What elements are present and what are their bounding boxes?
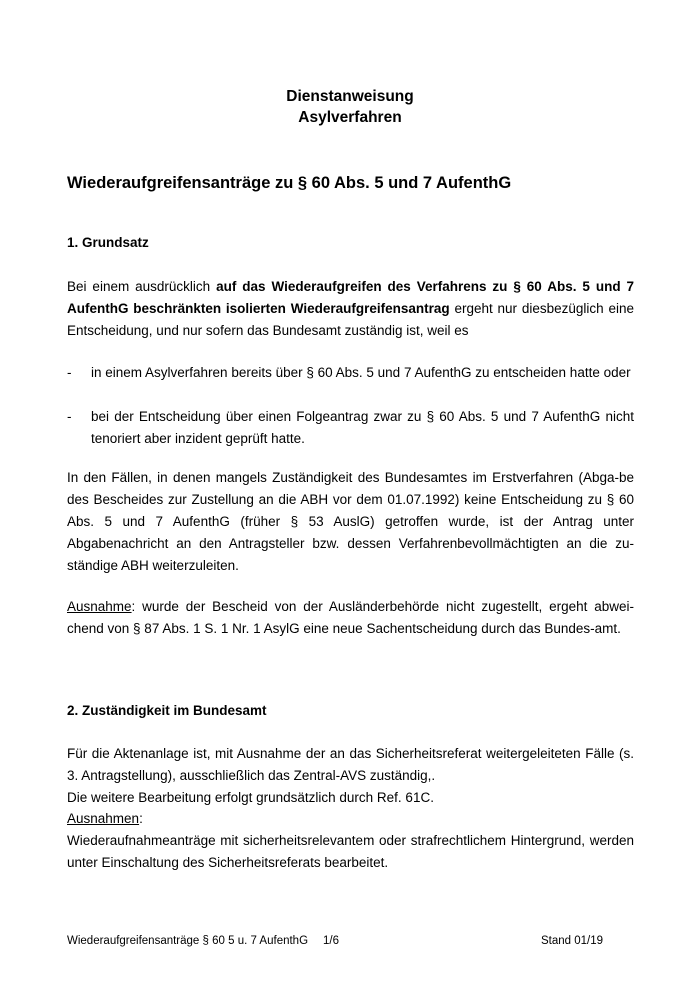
exceptions-label: Ausnahmen: [67, 811, 140, 826]
footer-title: Wiederaufgreifensanträge § 60 5 u. 7 AufenthG: [67, 935, 309, 947]
section1-paragraph-2: In den Fällen, in denen mangels Zuständigkeit des Bundesamtes im Erstverfahren (Abga-be des Bescheides zur Zustellung an die ABH vor dem 01.07.1992) keine Entscheidung zu § 60 Abs. 5 und 7 AufenthG (früher § 53 AuslG) getroffen wurde, ist der Antrag unter Abgabenachricht an den Antragsteller bzw. dessen Verfahrenbevollmächtigten an die zu-ständige ABH weiterzuleiten.: [67, 470, 634, 573]
intro-text-pre: Bei einem ausdrücklich: [67, 279, 217, 294]
bullet-marker: -: [67, 365, 72, 380]
list-item-text: in einem Asylverfahren bereits über § 60 Abs. 5 und 7 AufenthG zu entscheiden hatte oder: [91, 365, 631, 380]
footer-revision: Stand 01/19: [541, 935, 604, 947]
list-item-text: bei der Entscheidung über einen Folgeantrag zwar zu § 60 Abs. 5 und 7 AufenthG nicht tenoriert aber inzident geprüft hatte.: [91, 409, 634, 446]
doc-header-line2: Asylverfahren: [298, 109, 402, 126]
section2-exceptions-label: [67, 808, 634, 830]
footer-page-number: 1/6: [323, 935, 339, 947]
section1-exception-paragraph: [67, 596, 634, 640]
exception-text: : wurde der Bescheid von der Ausländerbehörde nicht zugestellt, ergeht abwei-chend von § 87 Abs. 1 S. 1 Nr. 1 AsylG eine neue Sachentscheidung durch das Bundes-amt.: [67, 599, 634, 636]
intro-text-bold: auf das Wiederaufgreifen des Verfahrens zu § 60 Abs. 5 und 7 AufenthG beschränkten isolierten Wiederaufgreifensantrag: [67, 279, 634, 316]
doc-header-line1: Dienstanweisung: [286, 88, 414, 105]
section2-heading: 2. Zuständigkeit im Bundesamt: [67, 703, 267, 718]
exception-label: Ausnahme: [67, 599, 132, 614]
section1-intro-paragraph: [67, 276, 634, 342]
list-item: [67, 362, 634, 384]
section2-paragraph-1: Für die Aktenanlage ist, mit Ausnahme der an das Sicherheitsreferat weitergeleiteten Fälle (s. 3. Antragstellung), ausschließlich das Zentral-AVS zuständig,.: [67, 746, 634, 783]
list-item: [67, 406, 634, 450]
section2-paragraph-2: Die weitere Bearbeitung erfolgt grundsätzlich durch Ref. 61C.: [67, 790, 434, 805]
bullet-marker: -: [67, 409, 72, 424]
document-title: Wiederaufgreifensanträge zu § 60 Abs. 5 und 7 AufenthG: [67, 174, 512, 192]
section2-exceptions-text: Wiederaufnahmeanträge mit sicherheitsrelevantem oder strafrechtlichem Hintergrund, werden unter Einschaltung des Sicherheitsreferats bearbeitet.: [67, 833, 634, 870]
section1-heading: 1. Grundsatz: [67, 235, 149, 250]
intro-text-post: ergeht nur diesbezüglich eine Entscheidung, und nur sofern das Bundesamt zuständig ist, weil es: [67, 301, 634, 338]
exceptions-colon: :: [139, 811, 143, 826]
